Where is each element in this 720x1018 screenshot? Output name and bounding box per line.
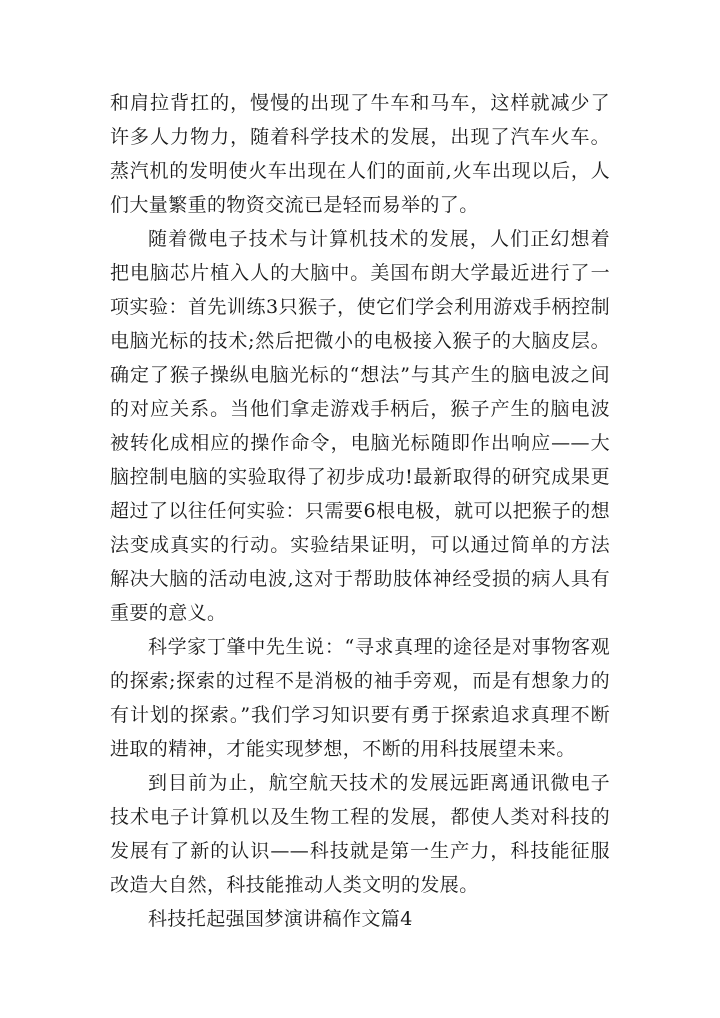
section-heading: 科技托起强国梦演讲稿作文篇4 [148,908,413,930]
document-body [110,86,610,936]
paragraph-1: 和肩拉背扛的，慢慢的出现了牛车和马车，这样就减少了许多人力物力，随着科学技术的发展，出现了汽车火车。蒸汽机的发明使火车出现在人们的面前,火车出现以后，人们大量繁重的物资交流已是轻而易举的了。 [110,92,610,216]
paragraph-2: 随着微电子技术与计算机技术的发展，人们正幻想着把电脑芯片植入人的大脑中。美国布朗大学最近进行了一项实验：首先训练3只猴子，使它们学会利用游戏手柄控制电脑光标的技术;然后把微小的电极接入猴子的大脑皮层。确定了猴子操纵电脑光标的“想法”与其产生的脑电波之间的对应关系。当他们拿走游戏手柄后，猴子产生的脑电波被转化成相应的操作命令，电脑光标随即作出响应——大脑控制电脑的实验取得了初步成功!最新取得的研究成果更超过了以往任何实验：只需要6根电极，就可以把猴子的想法变成真实的行动。实验结果证明，可以通过简单的方法解决大脑的活动电波,这对于帮助肢体神经受损的病人具有重要的意义。 [110,228,610,624]
paragraph-3: 科学家丁肇中先生说：“寻求真理的途径是对事物客观的探索;探索的过程不是消极的袖手旁观，而是有想象力的有计划的探索。”我们学习知识要有勇于探索追求真理不断进取的精神，才能实现梦想，不断的用科技展望未来。 [110,636,610,760]
paragraph-4: 到目前为止，航空航天技术的发展远距离通讯微电子技术电子计算机以及生物工程的发展，都使人类对科技的发展有了新的认识——科技就是第一生产力，科技能征服改造大自然，科技能推动人类文明的发展。 [110,772,610,896]
